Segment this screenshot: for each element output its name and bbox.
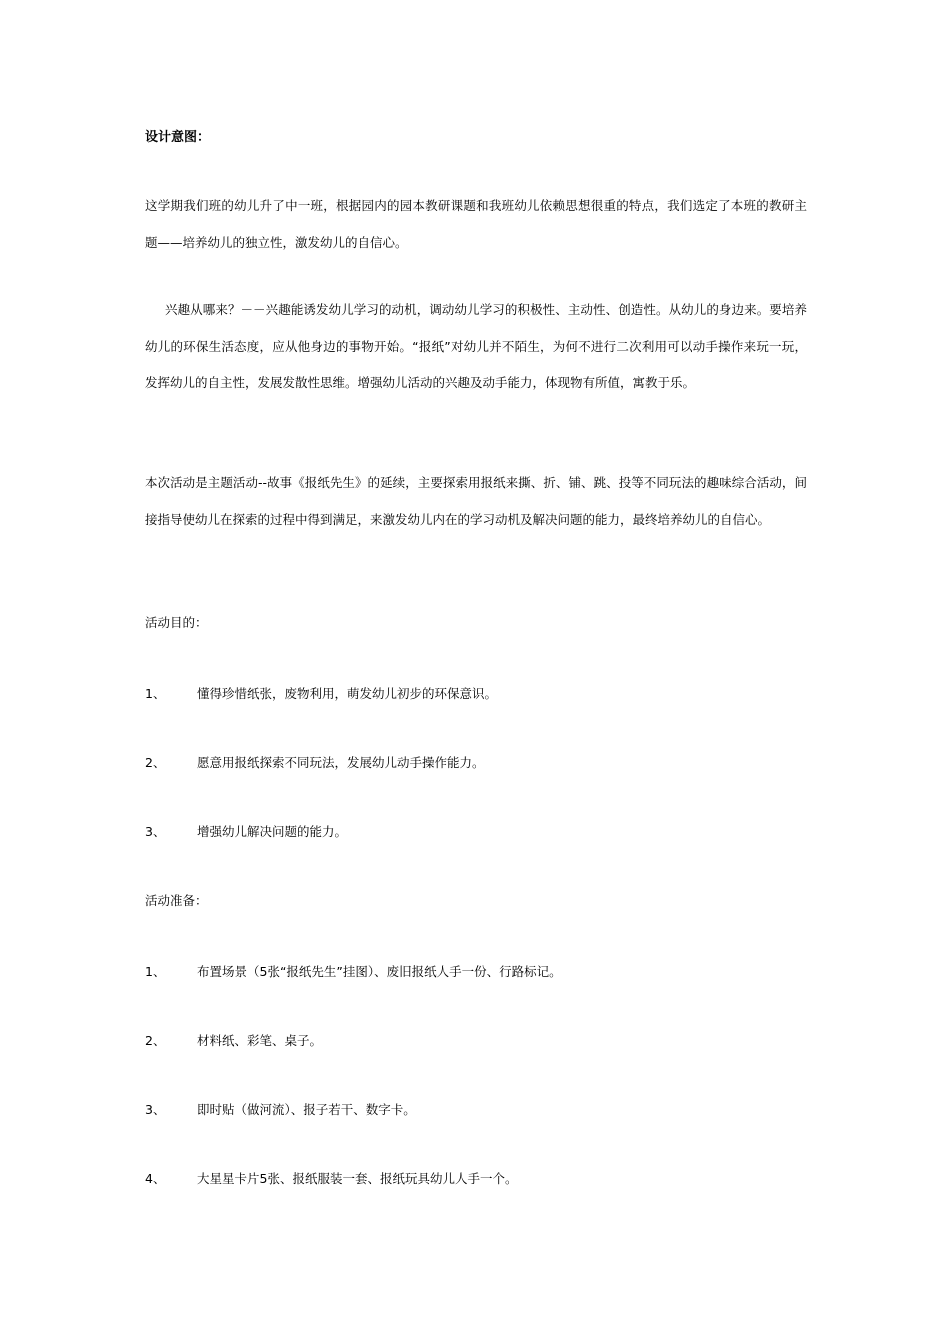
preparation-text: 即时贴（做河流）、报子若干、数字卡。 [197,1102,416,1117]
preparation-text: 材料纸、彩笔、桌子。 [197,1033,323,1048]
goal-number: 3、 [145,824,166,839]
paragraph-activity: 本次活动是主题活动--故事《报纸先生》的延续，主要探索用报纸来撕、折、铺、跳、投等不同玩法的趣味综合活动，间接指导使幼儿在探索的过程中得到满足，来激发幼儿内在的学习动机及解决问题的能力，最终培养幼儿的自信心。 [145,475,807,527]
goals-label: 活动目的： [145,615,208,630]
preparation-item [145,1031,322,1051]
preparation-item [145,1169,517,1189]
goal-text: 愿意用报纸探索不同玩法，发展幼儿动手操作能力。 [197,755,485,770]
preparation-number: 2、 [145,1033,166,1048]
goal-number: 1、 [145,686,166,701]
preparation-number: 3、 [145,1102,166,1117]
preparation-label: 活动准备： [145,893,208,908]
paragraph-interest: 兴趣从哪来？－－兴趣能诱发幼儿学习的动机，调动幼儿学习的积极性、主动性、创造性。从幼儿的身边来。要培养幼儿的环保生活态度，应从他身边的事物开始。“报纸”对幼儿并不陌生，为何不进行二次利用可以动手操作来玩一玩，发挥幼儿的自主性，发展发散性思维。增强幼儿活动的兴趣及动手能力，体现物有所值，寓教于乐。 [145,302,807,390]
goal-text: 懂得珍惜纸张，废物利用，萌发幼儿初步的环保意识。 [197,686,498,701]
preparation-text: 布置场景（5张“报纸先生”挂图）、废旧报纸人手一份、行路标记。 [197,964,562,979]
goal-item [145,822,347,842]
preparation-item [145,962,562,982]
preparation-number: 4、 [145,1171,166,1186]
preparation-text: 大星星卡片5张、报纸服装一套、报纸玩具幼儿人手一个。 [197,1171,518,1186]
preparation-item [145,1100,416,1120]
paragraph-intent: 这学期我们班的幼儿升了中一班，根据园内的园本教研课题和我班幼儿依赖思想很重的特点，我们选定了本班的教研主题——培养幼儿的独立性，激发幼儿的自信心。 [145,198,807,250]
preparation-number: 1、 [145,964,166,979]
page-title: 设计意图： [145,130,211,145]
goal-item [145,684,497,704]
goal-number: 2、 [145,755,166,770]
goal-text: 增强幼儿解决问题的能力。 [197,824,348,839]
goal-item [145,753,485,773]
